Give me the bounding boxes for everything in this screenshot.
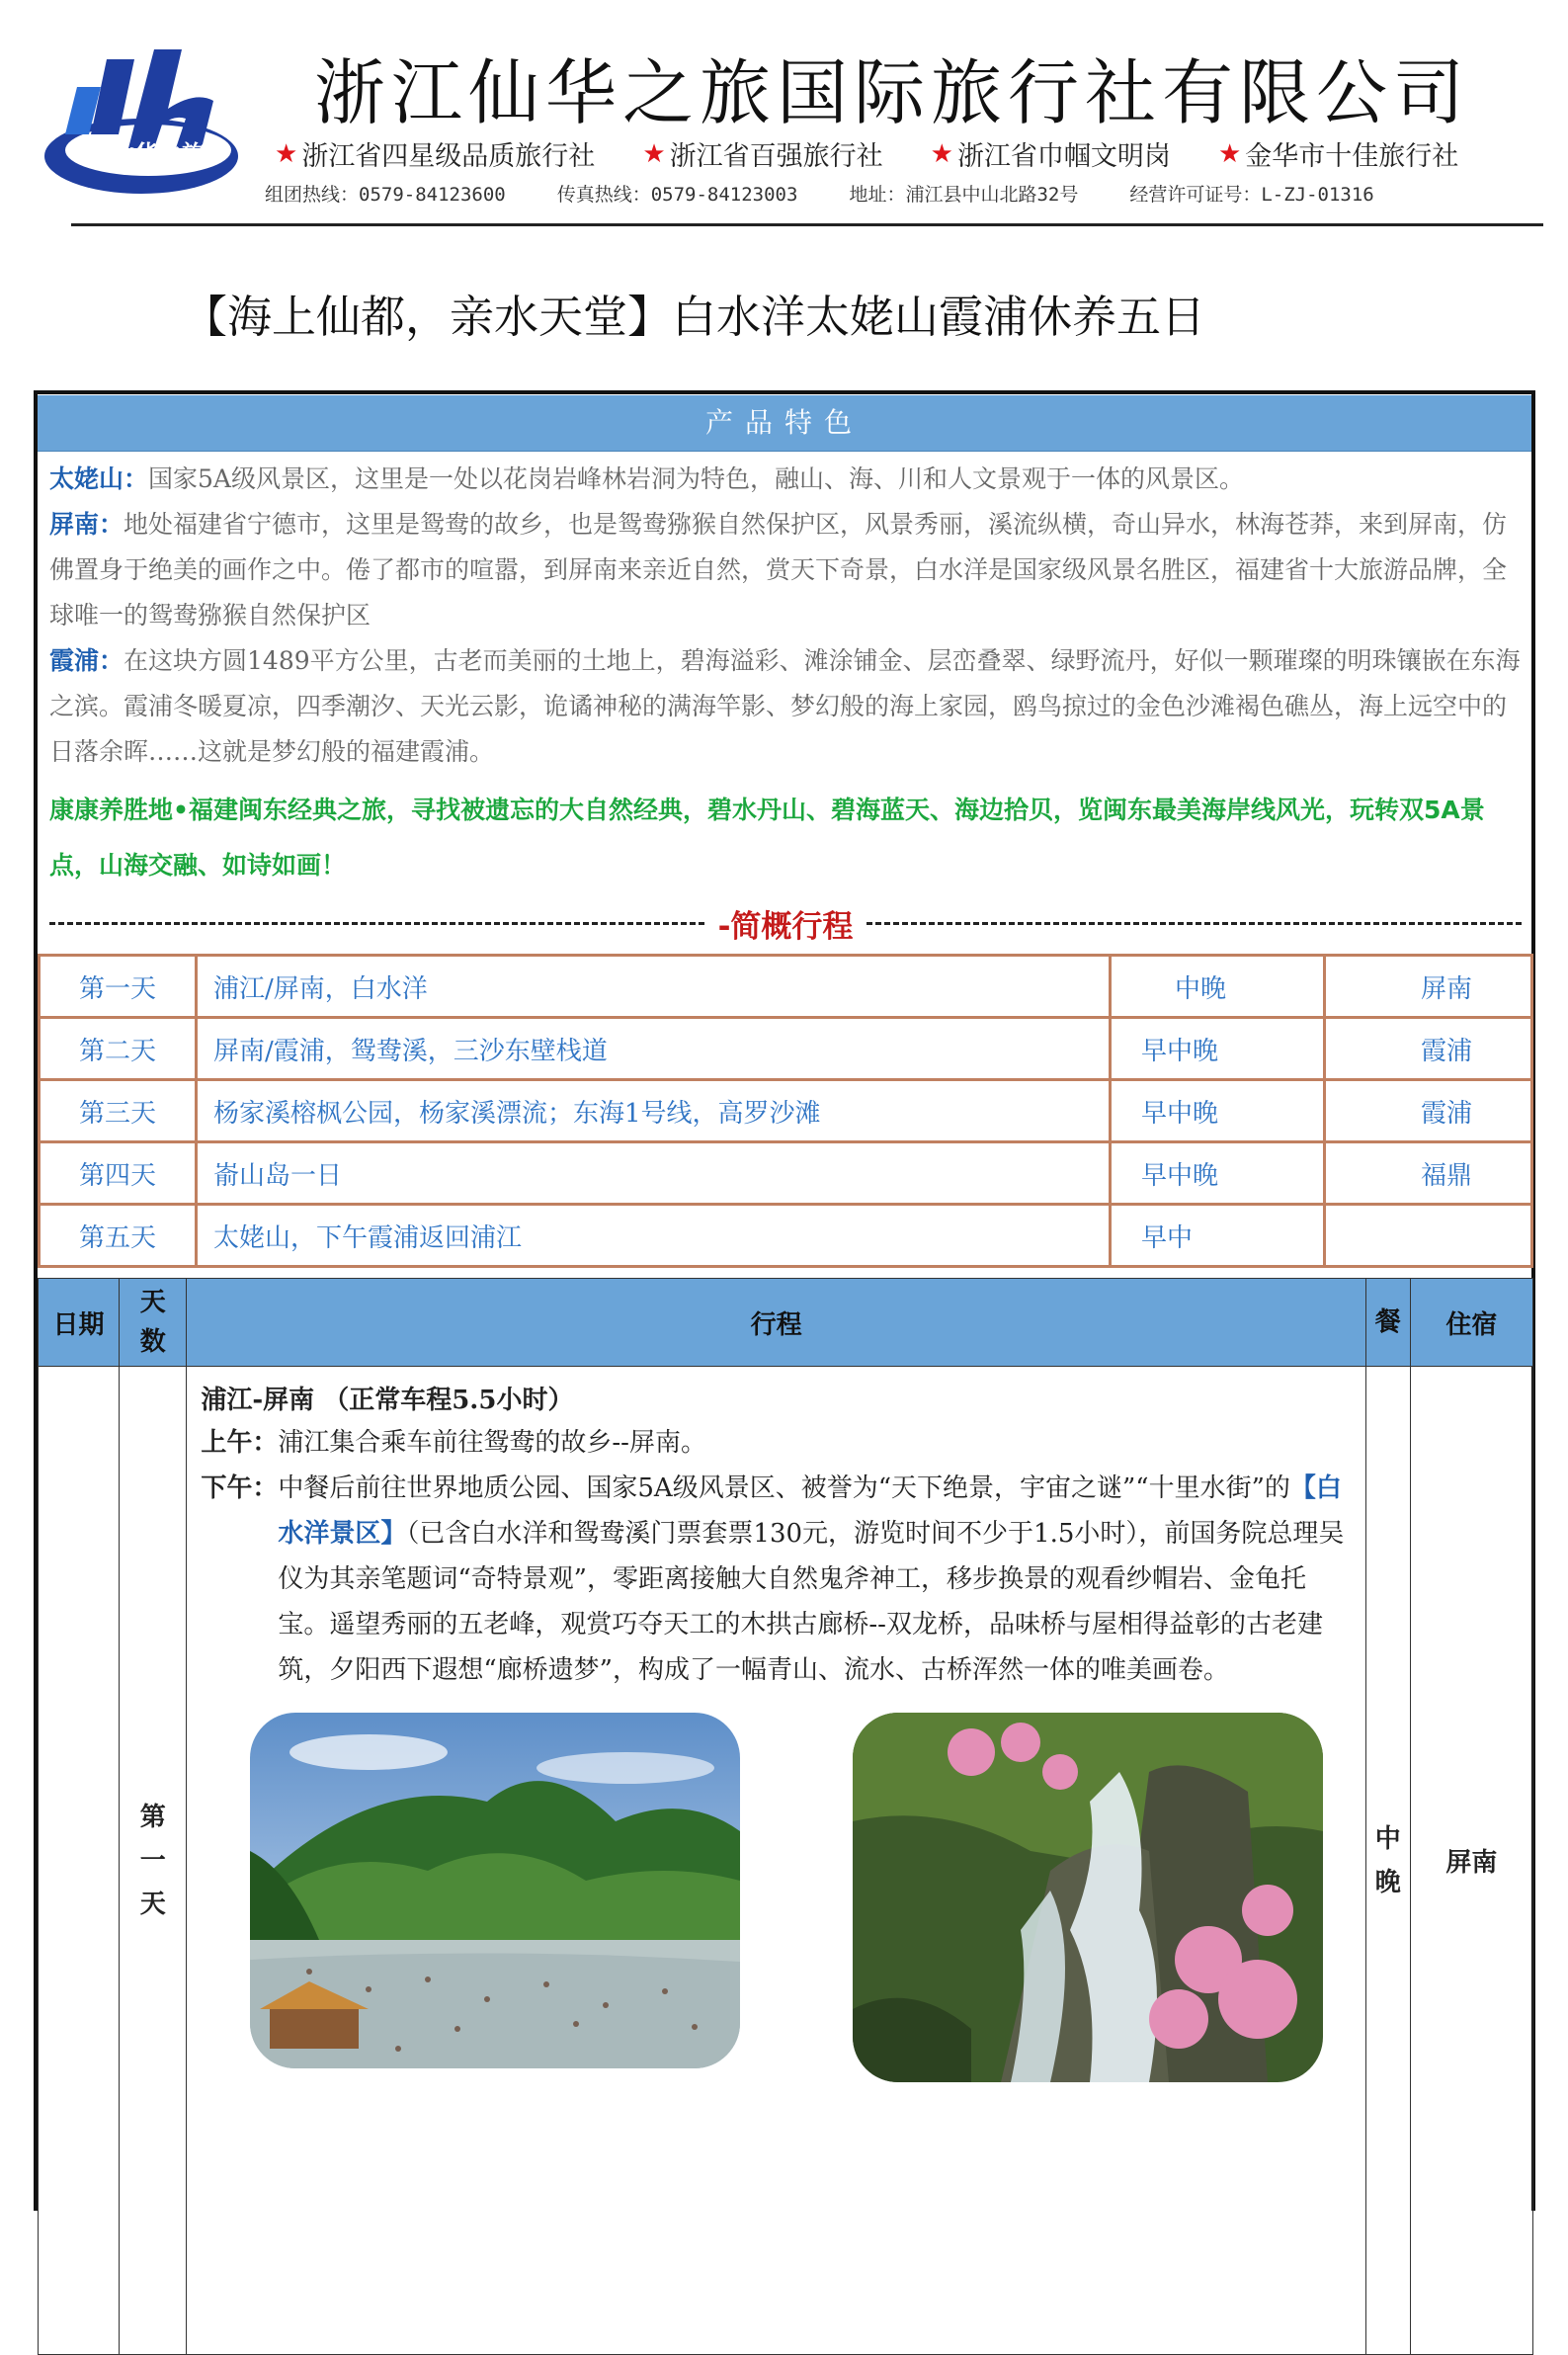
summary-meals: 中晚 (1111, 956, 1325, 1018)
day-route (187, 1367, 1366, 2355)
group-hotline: 组团热线：0579-84123600 (265, 184, 506, 206)
summary-day: 第一天 (40, 956, 197, 1018)
summary-route: 屏南/霞浦，鸳鸯溪，三沙东壁栈道 (197, 1018, 1111, 1080)
photo-row (201, 1713, 1352, 2108)
honor-item: ★ 浙江省百强旅行社 (642, 138, 883, 172)
summary-day: 第三天 (40, 1080, 197, 1142)
summary-hotel: 福鼎 (1325, 1142, 1532, 1205)
summary-meals: 早中 (1111, 1205, 1325, 1267)
summary-divider (49, 901, 1522, 946)
day-label: 第一天 (120, 1367, 187, 2355)
table-row (40, 1205, 1532, 1267)
summary-table (38, 954, 1533, 1268)
summary-hotel: 屏南 (1325, 956, 1532, 1018)
star-icon: ★ (275, 138, 298, 169)
summary-meals: 早中晚 (1111, 1142, 1325, 1205)
summary-day: 第二天 (40, 1018, 197, 1080)
morning-section: 上午： 浦江集合乘车前往鸳鸯的故乡--屏南。 (201, 1428, 706, 1458)
summary-route: 浦江/屏南，白水洋 (197, 956, 1111, 1018)
summary-meals: 早中晚 (1111, 1018, 1325, 1080)
company-name: 浙江仙华之旅国际旅行社有限公司 (314, 51, 1471, 134)
company-logo (38, 40, 245, 208)
afternoon-section: 下午： 中餐后前往世界地质公园、国家5A级风景区、被誉为“天下绝景，宇宙之谜”“十里水街”的【白水洋景区】（已含白水洋和鸳鸯溪门票套票130元，游览时间不少于1.5小时），前国务院总理吴仪为其亲笔题词“奇特景观”，零距离接触大自然鬼斧神工，移步换景的观看纱帽岩、金龟托宝。遥望秀丽的五老峰，观赏巧夺天工的木拱古廊桥--双龙桥，品味桥与屋相得益彰的古老建筑，夕阳西下遐想“廊桥遗梦”，构成了一幅青山、流水、古桥浑然一体的唯美画卷。 (201, 1473, 1345, 1685)
star-icon: ★ (642, 138, 666, 169)
baishuiyang-photo (250, 1713, 740, 2068)
summary-route: 嵛山岛一日 (197, 1142, 1111, 1205)
honor-item: ★ 浙江省四星级品质旅行社 (275, 138, 596, 172)
day-date (39, 1367, 120, 2355)
itinerary-table (38, 1278, 1533, 2355)
star-icon: ★ (1217, 138, 1242, 169)
header-days: 天数 (120, 1279, 187, 1367)
summary-meals: 早中晚 (1111, 1080, 1325, 1142)
honor-item: ★ 金华市十佳旅行社 (1217, 138, 1459, 172)
summary-route: 太姥山，下午霞浦返回浦江 (197, 1205, 1111, 1267)
highlight-text: 康康养胜地•福建闽东经典之旅，寻找被遗忘的大自然经典，碧水丹山、碧海蓝天、海边拾贝，览闽东最美海岸线风光，玩转双5A景点，山海交融、如诗如画！ (49, 796, 1485, 880)
summary-hotel: 霞浦 (1325, 1080, 1532, 1142)
route-title: 浦江-屏南 （正常车程5.5小时） (201, 1386, 574, 1415)
header-route: 行程 (187, 1279, 1366, 1367)
honor-item: ★ 浙江省巾帼文明岗 (930, 138, 1171, 172)
day-stay: 屏南 (1410, 1367, 1532, 2355)
fax-hotline: 传真热线：0579-84123003 (556, 184, 798, 206)
header-meal: 餐 (1365, 1279, 1410, 1367)
feature-item: 太姥山：国家5A级风景区，这里是一处以花岗岩峰林岩洞为特色，融山、海、川和人文景观于一体的风景区。 (49, 464, 1244, 493)
honor-list (275, 134, 1458, 173)
logo-text: 仙华之旅 (111, 140, 206, 168)
table-row (40, 1080, 1532, 1142)
summary-day: 第四天 (40, 1142, 197, 1205)
summary-route: 杨家溪榕枫公园，杨家溪漂流；东海1号线，高罗沙滩 (197, 1080, 1111, 1142)
features-section (49, 457, 1522, 775)
itinerary-day-row (39, 1367, 1533, 2355)
address: 地址：浦江县中山北路32号 (849, 184, 1079, 206)
waterfall-photo (853, 1713, 1323, 2082)
features-heading: 产品特色 (38, 395, 1531, 452)
summary-day: 第五天 (40, 1205, 197, 1267)
scenic-spot-link: 【白水洋景区】 (278, 1473, 1342, 1549)
summary-hotel: 霞浦 (1325, 1018, 1532, 1080)
page-title: 【海上仙都，亲水天堂】白水洋太姥山霞浦休养五日 (183, 291, 1206, 343)
header-date: 日期 (39, 1279, 120, 1367)
feature-item: 霞浦：在这块方圆1489平方公里，古老而美丽的土地上，碧海溢彩、滩涂铺金、层峦叠翠、绿野流丹，好似一颗璀璨的明珠镶嵌在东海之滨。霞浦冬暖夏凉，四季潮汐、天光云影，诡谲神秘的满海竿影、梦幻般的海上家园，鸥鸟掠过的金色沙滩褐色礁丛，海上远空中的日落余晖……这就是梦幻般的福建霞浦。 (49, 646, 1521, 766)
license-number: 经营许可证号：L-ZJ-01316 (1129, 184, 1374, 206)
header-stay: 住宿 (1410, 1279, 1532, 1367)
feature-item: 屏南：地处福建省宁德市，这里是鸳鸯的故乡，也是鸳鸯猕猴自然保护区，风景秀丽，溪流纵横，奇山异水，林海苍莽，来到屏南，仿佛置身于绝美的画作之中。倦了都市的喧嚣，到屏南来亲近自然，赏天下奇景，白水洋是国家级风景名胜区，福建省十大旅游品牌，全球唯一的鸳鸯猕猴自然保护区 (49, 510, 1508, 630)
table-row (40, 1018, 1532, 1080)
star-icon: ★ (930, 138, 953, 169)
itinerary-header-row (39, 1279, 1533, 1367)
table-row (40, 956, 1532, 1018)
contact-line (265, 180, 1374, 207)
table-row (40, 1142, 1532, 1205)
day-meals: 中晚 (1365, 1367, 1410, 2355)
summary-hotel (1325, 1205, 1532, 1267)
summary-divider-label: -简概行程 (717, 909, 854, 945)
header-divider (71, 223, 1543, 226)
